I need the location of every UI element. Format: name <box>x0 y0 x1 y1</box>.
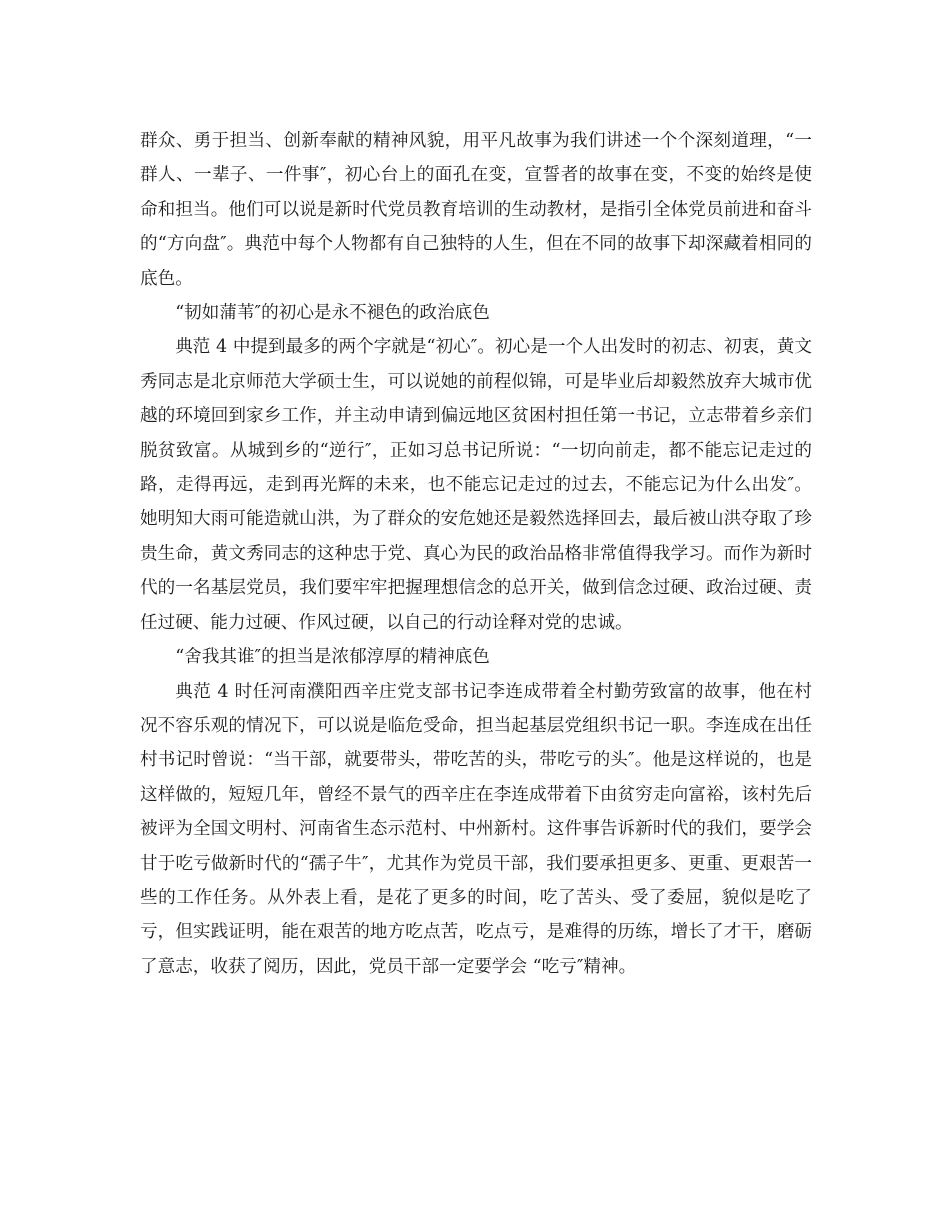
section-heading-responsibility: “舍我其谁″的担当是浓郁淳厚的精神底色 <box>175 647 490 668</box>
paragraph-li-liancheng: 典范 4 时任河南濮阳西辛庄党支部书记李连成带着全村勤劳致富的故事，他在村况不容乐观的情况下，可以说是临危受命，担当起基层党组织书记一职。李连成在出任村书记时曾说：“当干部，就要带头，带吃苦的头，带吃亏的头″。他是这样说的，也是这样做的，短短几年，曾经不景气的西辛庄在李连成带着下由贫穷走向富裕，该村先后被评为全国文明村、河南省生态示范村、中州新村。这件事告诉新时代的我们，要学会甘于吃亏做新时代的“孺子牛″，尤其作为党员干部，我们要承担更多、更重、更艰苦一些的工作任务。从外表上看，是花了更多的时间，吃了苦头、受了委屈，貌似是吃了亏，但实践证明，能在艰苦的地方吃点苦，吃点亏，是难得的历练，增长了才干，磨砺了意志，收获了阅历，因此，党员干部一定要学会 “吃亏″精神。 <box>140 681 812 977</box>
document-body <box>140 124 812 984</box>
section-heading-initial-heart: “韧如蒲苇″的初心是永不褪色的政治底色 <box>175 303 490 324</box>
paragraph-intro: 群众、勇于担当、创新奉献的精神风貌，用平凡故事为我们讲述一个个深刻道理，“一群人、一辈子、一件事″，初心台上的面孔在变，宣誓者的故事在变，不变的始终是使命和担当。他们可以说是新时代党员教育培训的生动教材，是指引全体党员前进和奋斗的“方向盘″。典范中每个人物都有自己独特的人生，但在不同的故事下却深藏着相同的底色。 <box>140 131 812 289</box>
paragraph-huang-wenxiu: 典范 4 中提到最多的两个字就是“初心″。初心是一个人出发时的初志、初衷，黄文秀同志是北京师范大学硕士生，可以说她的前程似锦，可是毕业后却毅然放弃大城市优越的环境回到家乡工作，并主动申请到偏远地区贫困村担任第一书记，立志带着乡亲们脱贫致富。从城到乡的“逆行″，正如习总书记所说：“一切向前走，都不能忘记走过的路，走得再远，走到再光辉的未来，也不能忘记走过的过去，不能忘记为什么出发″。她明知大雨可能造就山洪，为了群众的安危她还是毅然选择回去，最后被山洪夺取了珍贵生命，黄文秀同志的这种忠于党、真心为民的政治品格非常值得我学习。而作为新时代的一名基层党员，我们要牢牢把握理想信念的总开关，做到信念过硬、政治过硬、责任过硬、能力过硬、作风过硬，以自己的行动诠释对党的忠诚。 <box>140 337 812 633</box>
